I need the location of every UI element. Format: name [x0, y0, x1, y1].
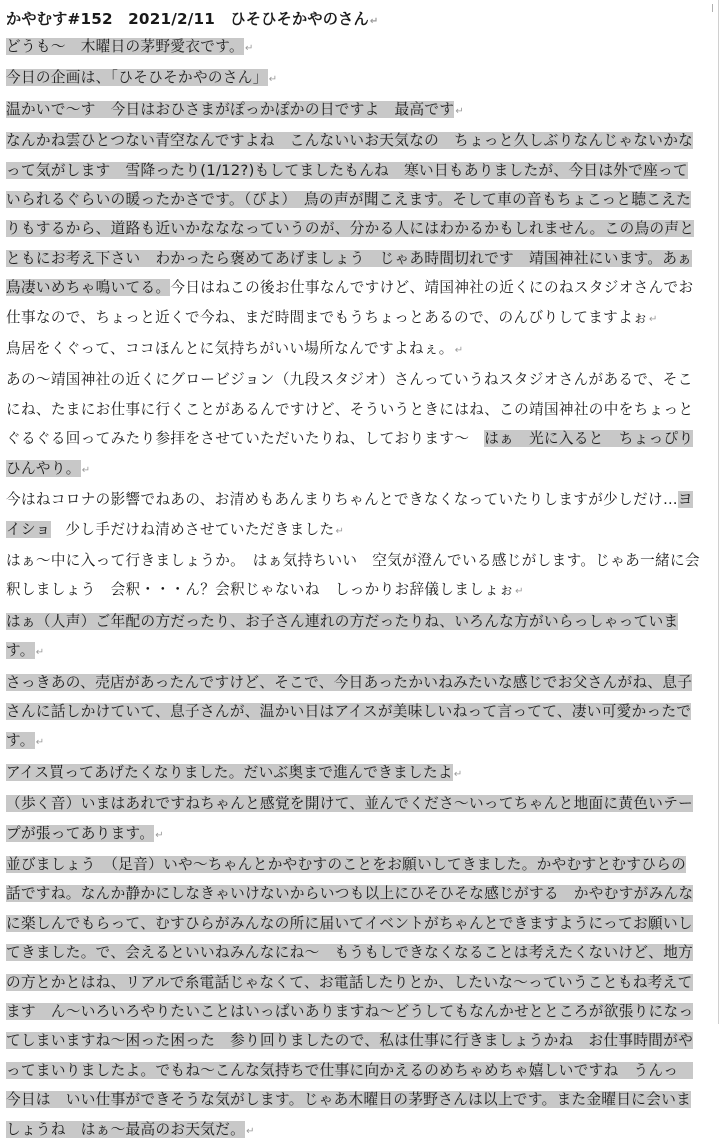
body-text: はぁ～中に入って行きましょうか。 はぁ気持ちいい 空気が澄んでいる感じがします。じゃあ一緒に会釈しましょう 会釈・・・ん？会釈じゃないね しっかりお辞儀しましょぉ — [6, 551, 700, 599]
transcript-paragraph — [6, 668, 700, 758]
paragraph-mark-icon: ↵ — [268, 74, 278, 86]
transcript-paragraph — [6, 789, 700, 850]
body-text: 今はねコロナの影響でねあの、お清めもあんまりちゃんとできなくなっていたりしますが少しだけ… — [6, 491, 678, 509]
paragraph-mark-icon: ↵ — [515, 586, 524, 598]
paragraph-mark-icon: ↵ — [81, 464, 91, 476]
transcript-paragraph — [6, 850, 700, 1146]
highlighted-text: はぁ（人声）ご年配の方だったり、お子さん連れの方だったりね、いろんな方がいらっしゃっています。 — [6, 612, 679, 660]
paragraph-mark-icon: ↵ — [369, 16, 379, 27]
paragraph-mark-icon: ↵ — [35, 647, 45, 659]
transcript-paragraph — [6, 365, 700, 485]
highlighted-text: 温かいで～す 今日はおひさまがぽっかぽかの日ですよ 最高です — [6, 100, 455, 118]
transcript-paragraph — [6, 95, 700, 126]
transcript-paragraph — [6, 485, 700, 546]
body-text: 少し手だけね清めさせていただきました — [50, 520, 335, 538]
body-text: 今日はねこの後お仕事なんですけど、靖国神社の近くにのねスタジオさんでお仕事なので、ちょっと近くで今ね、まだ時間までもうちょっとあるので、のんびりしてますよぉ — [6, 279, 694, 326]
paragraph-mark-icon: ↵ — [35, 737, 45, 749]
body-text: あの～靖国神社の近くにグロービジョン（九段スタジオ）さんっていうねスタジオさんがあるで、そこにね、たまにお仕事に行くことがあるんですけど、そういうときにはね、この靖国神社の中をちょっとぐるぐる回ってみたり参拝をさせていただいたりね、しております～ — [6, 371, 694, 448]
transcript-paragraph — [6, 63, 700, 94]
transcript-paragraph — [6, 126, 700, 334]
transcript-paragraph — [6, 758, 700, 789]
paragraph-mark-icon: ↵ — [455, 105, 465, 117]
highlighted-text: ヨイショ — [6, 491, 693, 538]
highlighted-text: どうも～ 木曜日の茅野愛衣です。 — [6, 38, 244, 55]
transcript-paragraph — [6, 546, 700, 607]
document-body — [6, 6, 700, 1146]
body-text: 鳥居をくぐって、ココほんとに気持ちがいい場所なんですよねぇ。 — [6, 340, 454, 358]
paragraph-mark-icon: ↵ — [453, 768, 463, 780]
highlighted-text: さっきあの、売店があったんですけど、そこで、今日あったかいねみたいな感じでお父さんがね、息子さんに話しかけていて、息子さんが、温かい日はアイスが美味しいねって言ってて、凄い可愛かったです。 — [6, 673, 693, 750]
paragraph-mark-icon: ↵ — [335, 525, 345, 537]
transcript-paragraphs — [6, 32, 700, 1146]
highlighted-text: はぁ 光に入ると ちょっぴりひんやり。 — [6, 430, 694, 477]
page-edge — [718, 0, 719, 1024]
transcript-paragraph — [6, 334, 700, 365]
page-corner-mark — [712, 4, 713, 12]
highlighted-text: 並びましょう （足音）いや～ちゃんとかやむすのことをお願いしてきました。かやむすとむすひらの話ですね。なんか静かにしなきゃいけないからいつも以上にひそひそな感じがする かやむすがみんなに楽しんでもらって、むすひらがみんなの所に届いてイベントがちゃんとできますようにってお願いしてきました。で、会えるといいねみんなにね～ もうもしできなくなることは考えたくないけど、地方の方とかとはね、リアルで糸電話じゃなくて、お電話したりとか、したいな～っていうこともね考えてます ん～いろいろやりたいことはいっぱいありますね～どうしてもなんかせとところが欲張りになってしまいますね～困った困った 参り回りましたので、私は仕事に行きましょうかね お仕事時間がやってまいりましたよ。でもね～こんな気持ちで仕事に向かえるのめちゃめちゃ嬉しいですね うんっ 今日は いい仕事ができそうな気がします。じゃあ木曜日の茅野さんは以上です。また金曜日に会いましょうね はぁ～最高のお天気だ。 — [6, 855, 694, 1138]
paragraph-mark-icon: ↵ — [155, 829, 165, 841]
highlighted-text: 今日の企画は、「ひそひそかやのさん」 — [6, 69, 268, 87]
highlighted-text: アイス買ってあげたくなりました。だいぶ奥まで進んできましたよ — [6, 763, 453, 781]
paragraph-mark-icon: ↵ — [649, 313, 658, 325]
paragraph-mark-icon: ↵ — [244, 43, 254, 54]
document-title: かやむす#152 2021/2/11 ひそひそかやのさん↵ — [6, 10, 379, 28]
paragraph-mark-icon: ↵ — [246, 1125, 255, 1137]
highlighted-text: （歩く音）いまはあれですねちゃんと感覚を開けて、並んでくださ～いってちゃんと地面に黄色いテープが張ってあります。 — [6, 795, 694, 842]
transcript-paragraph — [6, 32, 700, 63]
highlighted-text: なんかね雲ひとつない青空なんですよね こんないいお天気なの ちょっと久しぶりなんじゃないかなって気がします 雪降ったり(1/12?)もしてましたもんね 寒い日もありましたが、今日は外で座っていられるぐらいの暖ったかさです。（ぴよ） 鳥の声が聞こえます。そして車の音もちょこっと聴こえたりもするから、道路も近いかなななっていうのが、分かる人にはわかるかもしれません。この鳥の声とともにお考え下さい わかったら褒めてあげましょう じゃあ時間切れです 靖国神社にいます。あぁ鳥凄いめちゃ鳴いてる。 — [6, 132, 695, 297]
transcript-paragraph — [6, 607, 700, 668]
paragraph-mark-icon: ↵ — [454, 345, 464, 357]
